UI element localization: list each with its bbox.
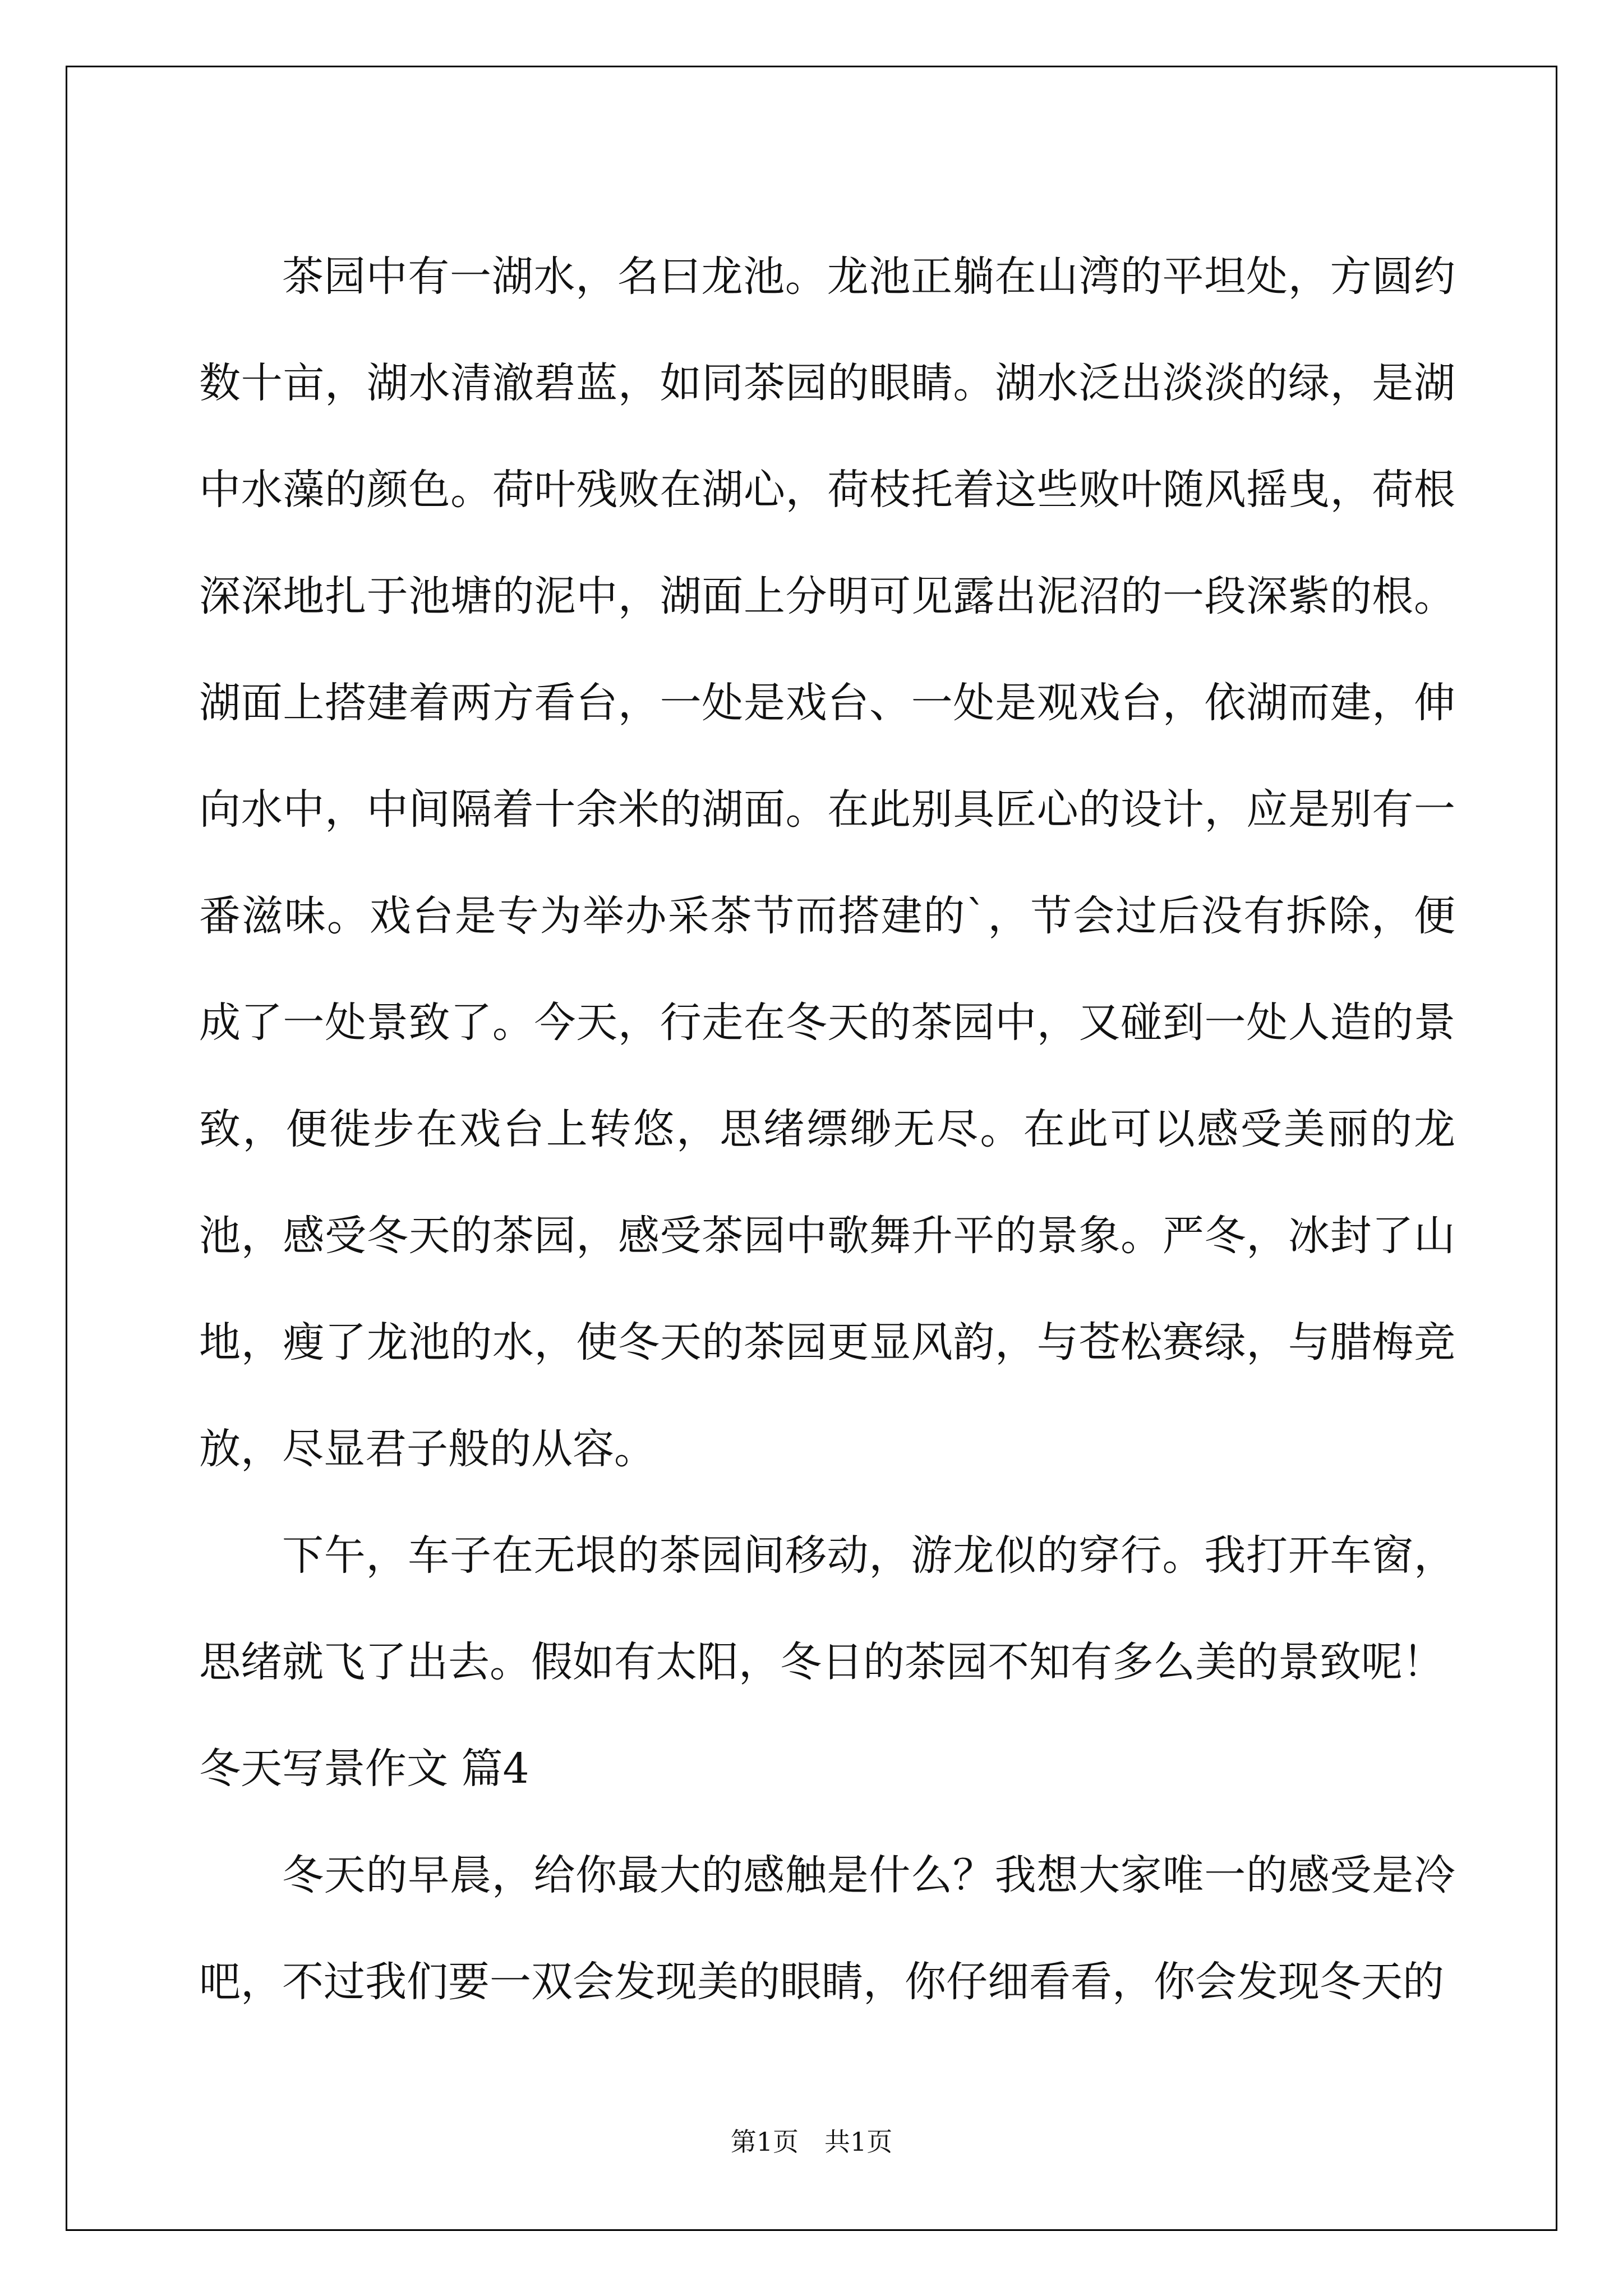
paragraph-dragon-pond: 茶园中有一湖水，名曰龙池。龙池正躺在山湾的平坦处，方圆约数十亩，湖水清澈碧蓝，如同茶园的眼睛。湖水泛出淡淡的绿，是湖中水藻的颜色。荷叶残败在湖心，荷枝托着这些败叶随风摇曳，荷根深深地扎于池塘的泥中，湖面上分明可见露出泥沼的一段深紫的根。湖面上搭建着两方看台，一处是戏台、一处是观戏台，依湖而建，伸向水中，中间隔着十余米的湖面。在此别具匠心的设计，应是别有一番滋味。戏台是专为举办采茶节而搭建的`，节会过后没有拆除，便成了一处景致了。今天，行走在冬天的茶园中，又碰到一处人造的景致，便徙步在戏台上转悠，思绪缥缈无尽。在此可以感受美丽的龙池，感受冬天的茶园，感受茶园中歌舞升平的景象。严冬，冰封了山地，瘦了龙池的水，使冬天的茶园更显风韵，与苍松赛绿，与腊梅竞放，尽显君子般的从容。	[199, 252, 1455, 1473]
paragraph-afternoon: 下午，车子在无垠的茶园间移动，游龙似的穿行。我打开车窗，思绪就飞了出去。假如有太阳，冬日的茶园不知有多么美的景致呢！	[199, 1531, 1455, 1686]
paragraph-winter-morning: 冬天的早晨，给你最大的感触是什么？我想大家唯一的感受是冷吧，不过我们要一双会发现美的眼睛，你仔细看看，你会发现冬天的	[199, 1851, 1455, 2006]
document-body	[199, 223, 1455, 2035]
page-number-footer: 第1页 共1页	[730, 2127, 893, 2157]
section-heading: 冬天写景作文 篇4	[199, 1745, 529, 1793]
